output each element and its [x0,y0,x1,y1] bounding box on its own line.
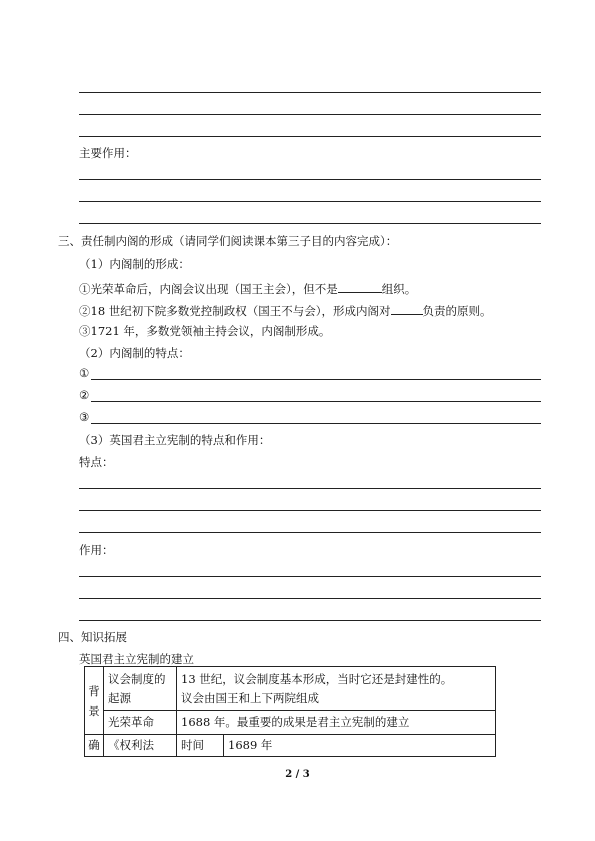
answer-line [79,532,541,533]
answer-line [79,201,541,202]
answer-line [79,620,541,621]
part2-heading: （2）内阁制的特点： [79,346,190,360]
row2-text: 1688 年。最重要的成果是君主立宪制的建立 [177,711,496,735]
fill-blank-1[interactable] [338,280,382,293]
knowledge-table [84,666,496,757]
answer-line [79,223,541,224]
answer-line [79,136,541,137]
item1-text: ①光荣革命后，内阁会议出现（国王主会），但不是 [79,282,338,296]
section4-subheading: 英国君主立宪制的建立 [79,652,194,666]
feature-line-2[interactable] [79,388,541,404]
answer-line [79,576,541,577]
answer-line [79,92,541,93]
part3-heading: （3）英国君主立宪制的特点和作用： [79,433,271,447]
role-label: 作用： [79,543,114,557]
item1 [79,280,416,297]
row1-text: 13 世纪，议会制度基本形成，当时它还是封建性的。 议会由国王和上下两院组成 [177,667,496,711]
feature-mark-2: ② [79,388,90,402]
group-background: 背 景 [85,667,104,735]
row3-label: 《权利法 [104,735,177,757]
feature-line-1[interactable] [79,366,541,382]
part1-heading: （1）内阁制的形成： [79,257,190,271]
answer-line [79,598,541,599]
page-number: 2 / 3 [285,769,310,780]
feature-mark-3: ③ [79,410,90,424]
item1-suffix: 组织。 [381,282,417,296]
row1-label: 议会制度的 起源 [104,667,177,711]
row2-label: 光荣革命 [104,711,177,735]
features-label: 特点： [79,455,114,469]
row3-time-value: 1689 年 [224,735,496,757]
feature-mark-1: ① [79,366,90,380]
item2 [79,302,492,319]
answer-line [79,488,541,489]
answer-line [79,510,541,511]
item2-suffix: 负责的原则。 [422,304,492,318]
answer-line [79,179,541,180]
feature-line-3[interactable] [79,410,541,426]
row3-time-label: 时间 [177,735,224,757]
item2-text: ②18 世纪初下院多数党控制政权（国王不与会），形成内阁对 [79,304,391,318]
main-use-label: 主要作用： [79,146,137,160]
section3-heading: 三、责任制内阁的形成（请同学们阅读课本第三子目的内容完成）： [58,234,398,248]
group-establish: 确 [85,735,104,757]
answer-line [79,114,541,115]
fill-blank-2[interactable] [391,302,423,315]
item3: ③1721 年，多数党领袖主持会议，内阁制形成。 [79,324,331,338]
section4-heading: 四、知识拓展 [58,630,127,644]
